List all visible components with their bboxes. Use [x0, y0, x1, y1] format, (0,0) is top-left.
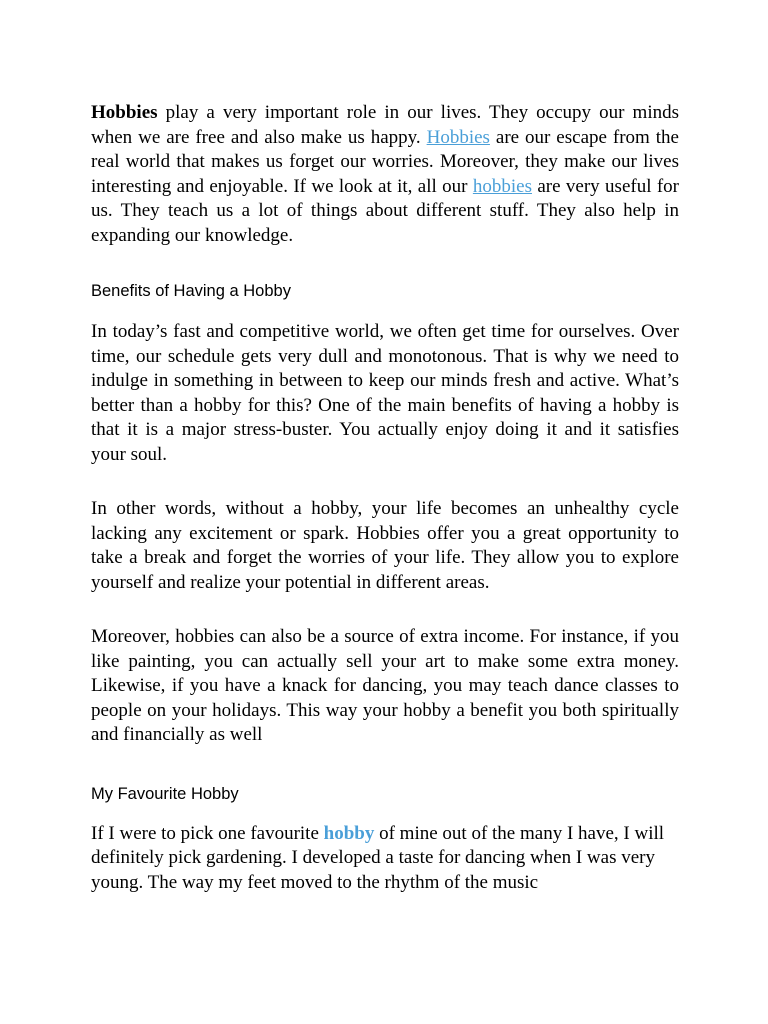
intro-text-1: play a very important role in our lives. They occupy our minds when we are free and also make us happy. [91, 102, 679, 148]
section-heading-benefits: Benefits of Having a Hobby [91, 282, 291, 300]
benefits-paragraph-1: In today’s fast and competitive world, we often get time for ourselves. Over time, our schedule gets very dull and monotonous. That is why we need to indulge in something in between to keep our minds fresh and active. What’s better than a hobby for this? One of the main benefits of having a hobby is that it is a major stress-buster. You actually enjoy doing it and it satisfies your soul. [91, 321, 679, 465]
favourite-paragraph [91, 822, 679, 896]
intro-text-3: are very useful for us. They teach us a lot of things about different stuff. They also help in expanding our knowledge. [91, 175, 680, 246]
intro-lead-word: Hobbies [91, 102, 158, 123]
intro-text-2: are our escape from the real world that makes us forget our worries. Moreover, they make our lives interesting and enjoyable. If we look at it, all our [91, 126, 679, 197]
hobby-keyword: hobby [323, 822, 375, 844]
favourite-text-1: If I were to pick one favourite [91, 822, 324, 844]
benefits-paragraph-3: Moreover, hobbies can also be a source of extra income. For instance, if you like painting, you can actually sell your art to make some extra money. Likewise, if you have a knack for dancing, you may teach dance classes to people on your holidays. This way your hobby a benefit you both spiritually and financially as well [91, 626, 679, 745]
hobbies-link-1[interactable]: Hobbies [426, 126, 490, 148]
document-page [91, 101, 679, 895]
intro-paragraph [91, 101, 679, 248]
benefits-paragraph-2: In other words, without a hobby, your life becomes an unhealthy cycle lacking any excitement or spark. Hobbies offer you a great opportunity to take a break and forget the worries of your life. They allow you to explore yourself and realize your potential in different areas. [91, 498, 679, 593]
section-heading-favourite: My Favourite Hobby [91, 784, 239, 803]
favourite-text-2: of mine out of the many I have, I will definitely pick gardening. I developed a taste for dancing when I was very young. The way my feet moved to the rhythm of the music [91, 822, 665, 893]
hobbies-link-2[interactable]: hobbies [472, 175, 532, 197]
